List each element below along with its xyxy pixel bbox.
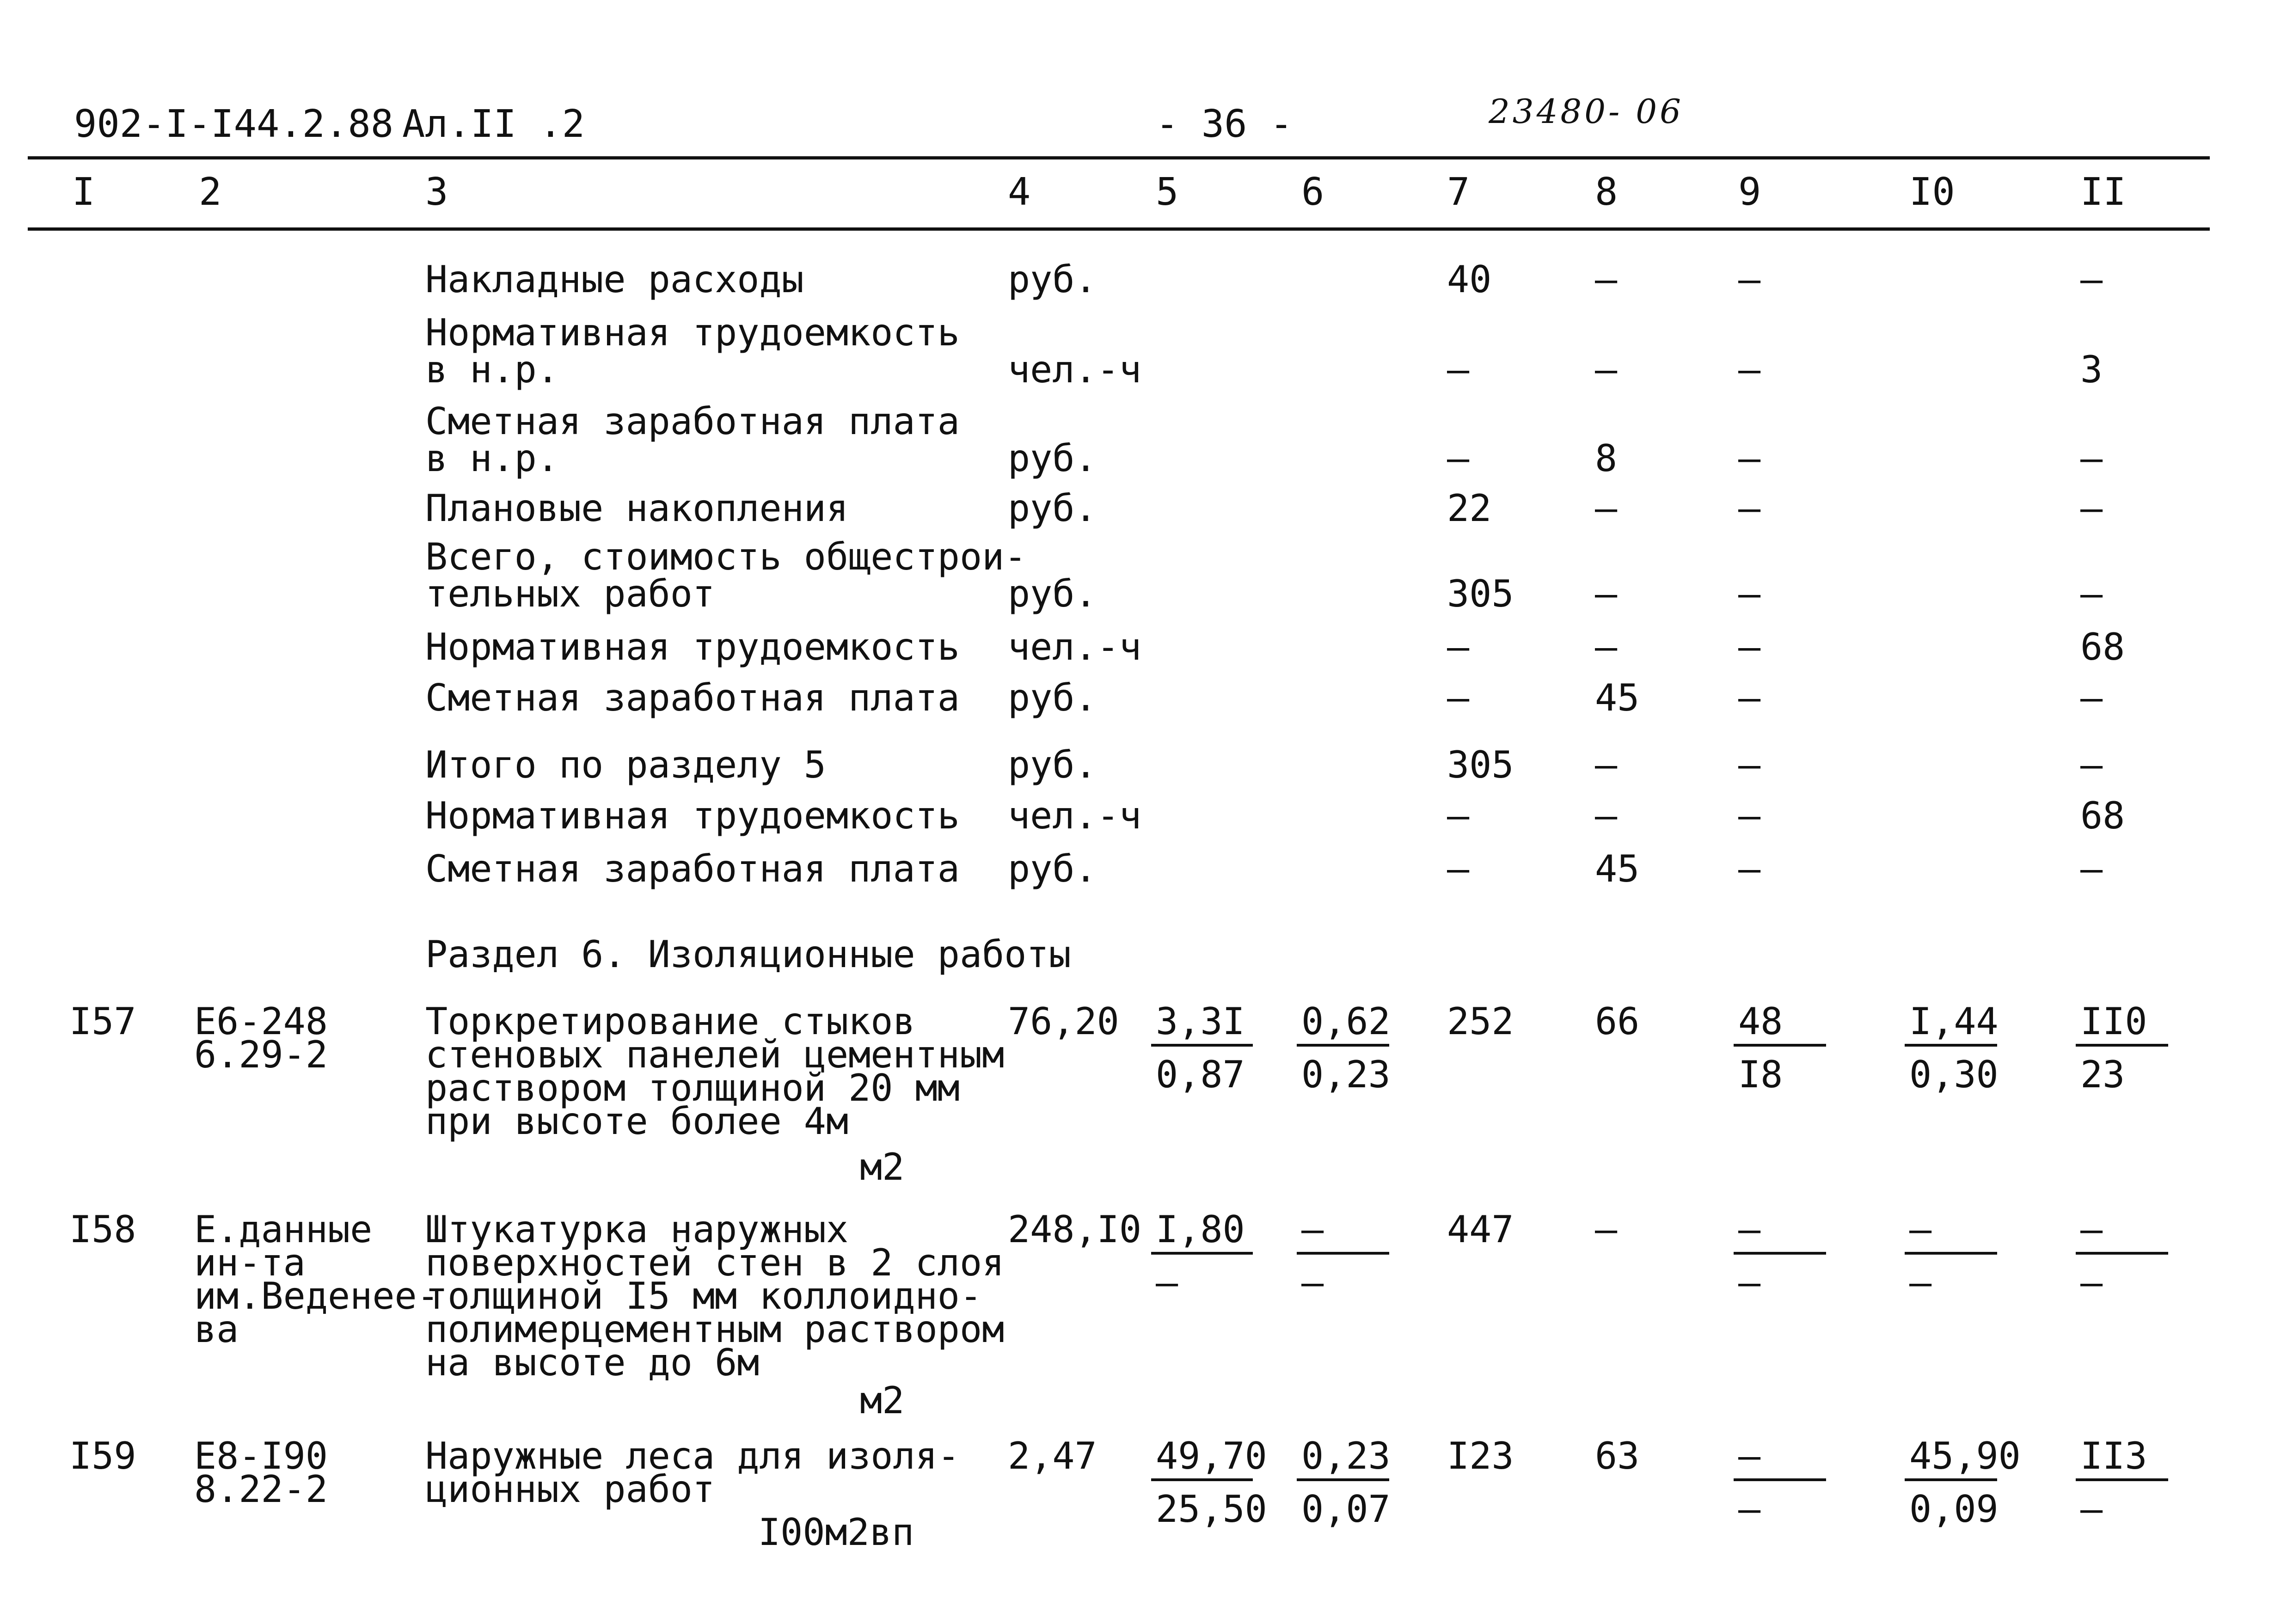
- item-c6-top: 0,23: [1301, 1434, 1391, 1477]
- item-c6-fraction-line: [1297, 1044, 1389, 1047]
- item-c10-top: 45,90: [1909, 1434, 2021, 1477]
- item-desc: Торкретирование стыков: [425, 1000, 915, 1043]
- item-c9-fraction-line: [1734, 1478, 1826, 1481]
- item-code: ва: [194, 1308, 239, 1351]
- summary-unit: руб.: [1008, 847, 1097, 890]
- summary-col7: –: [1447, 794, 1470, 837]
- column-header-9: 9: [1738, 170, 1761, 214]
- summary-col7: 40: [1447, 258, 1492, 301]
- summary-desc: Сметная заработная плата: [425, 400, 960, 443]
- summary-col9: –: [1738, 572, 1761, 615]
- summary-unit: руб.: [1008, 572, 1097, 615]
- album-label: Ал.II .2: [402, 102, 585, 146]
- summary-col9: –: [1738, 847, 1761, 890]
- item-unit: м2: [860, 1146, 905, 1189]
- summary-desc: Нормативная трудоемкость: [425, 311, 960, 354]
- summary-unit: руб.: [1008, 258, 1097, 301]
- item-desc: толщиной I5 мм коллоидно-: [425, 1275, 982, 1318]
- item-c5-fraction-line: [1151, 1252, 1253, 1255]
- column-header-11: II: [2080, 170, 2126, 214]
- summary-col11: –: [2080, 487, 2103, 530]
- item-unit: м2: [860, 1379, 905, 1422]
- item-desc: на высоте до 6м: [425, 1341, 760, 1384]
- column-header-7: 7: [1447, 170, 1470, 214]
- item-desc: при высоте более 4м: [425, 1100, 849, 1143]
- item-desc: поверхностей стен в 2 слоя: [425, 1241, 1005, 1284]
- summary-col7: –: [1447, 437, 1470, 480]
- item-desc: Штукатурка наружных: [425, 1208, 849, 1251]
- item-unit: I00м2вп: [758, 1511, 914, 1554]
- item-c9-top: –: [1738, 1208, 1761, 1251]
- item-c11-bottom: 23: [2080, 1053, 2125, 1096]
- item-c11-fraction-line: [2076, 1252, 2168, 1255]
- item-desc: ционных работ: [425, 1468, 715, 1511]
- summary-col7: –: [1447, 847, 1470, 890]
- item-c10-fraction-line: [1905, 1044, 1997, 1047]
- item-c5-top: 3,3I: [1156, 1000, 1245, 1043]
- summary-col11: –: [2080, 437, 2103, 480]
- item-col7: 252: [1447, 1000, 1514, 1043]
- item-c11-fraction-line: [2076, 1044, 2168, 1047]
- summary-col9: –: [1738, 743, 1761, 786]
- summary-col9: –: [1738, 487, 1761, 530]
- summary-col7: –: [1447, 348, 1470, 391]
- item-code: Е8-I90: [194, 1434, 328, 1477]
- summary-col7: 22: [1447, 487, 1492, 530]
- item-code: 8.22-2: [194, 1468, 328, 1511]
- column-header-4: 4: [1008, 170, 1031, 214]
- item-c10-bottom: 0,30: [1909, 1053, 1999, 1096]
- item-number: I58: [69, 1208, 136, 1251]
- item-c5-top: I,80: [1156, 1208, 1245, 1251]
- header-bottom-rule: [28, 227, 2210, 231]
- summary-desc: в н.р.: [425, 437, 559, 480]
- summary-col8: –: [1595, 572, 1618, 615]
- summary-desc: в н.р.: [425, 348, 559, 391]
- column-header-3: 3: [425, 170, 448, 214]
- item-c6-bottom: 0,07: [1301, 1488, 1391, 1531]
- item-c5-bottom: 0,87: [1156, 1053, 1245, 1096]
- column-header-10: I0: [1909, 170, 1955, 214]
- item-col8: 66: [1595, 1000, 1640, 1043]
- item-c10-bottom: 0,09: [1909, 1488, 1999, 1531]
- item-c10-top: –: [1909, 1208, 1932, 1251]
- summary-col9: –: [1738, 794, 1761, 837]
- summary-desc: Нормативная трудоемкость: [425, 794, 960, 837]
- item-c9-fraction-line: [1734, 1044, 1826, 1047]
- item-c5-top: 49,70: [1156, 1434, 1267, 1477]
- item-c6-fraction-line: [1297, 1478, 1389, 1481]
- item-c11-top: II0: [2080, 1000, 2147, 1043]
- item-number: I59: [69, 1434, 136, 1477]
- column-header-5: 5: [1156, 170, 1179, 214]
- summary-col9: –: [1738, 625, 1761, 668]
- summary-desc: тельных работ: [425, 572, 715, 615]
- item-c11-top: II3: [2080, 1434, 2147, 1477]
- item-c11-bottom: –: [2080, 1488, 2103, 1531]
- item-code: Е6-248: [194, 1000, 328, 1043]
- summary-desc: Всего, стоимость общестрои-: [425, 535, 1027, 578]
- item-c6-top: –: [1301, 1208, 1324, 1251]
- summary-unit: руб.: [1008, 743, 1097, 786]
- summary-col8: –: [1595, 487, 1618, 530]
- column-header-2: 2: [199, 170, 222, 214]
- item-c5-fraction-line: [1151, 1044, 1253, 1047]
- summary-col7: 305: [1447, 743, 1514, 786]
- item-c10-top: I,44: [1909, 1000, 1999, 1043]
- item-c9-top: –: [1738, 1434, 1761, 1477]
- item-c9-bottom: I8: [1738, 1053, 1783, 1096]
- summary-col8: 45: [1595, 847, 1640, 890]
- summary-desc: Сметная заработная плата: [425, 847, 960, 890]
- item-c9-bottom: –: [1738, 1488, 1761, 1531]
- summary-desc: Сметная заработная плата: [425, 676, 960, 719]
- item-c6-fraction-line: [1297, 1252, 1389, 1255]
- item-c11-fraction-line: [2076, 1478, 2168, 1481]
- column-header-1: I: [72, 170, 95, 214]
- item-code: им.Веденее-: [194, 1275, 439, 1318]
- item-c5-fraction-line: [1151, 1478, 1253, 1481]
- item-c6-top: 0,62: [1301, 1000, 1391, 1043]
- header-top-rule: [28, 156, 2210, 159]
- summary-col8: 8: [1595, 437, 1618, 480]
- summary-col11: –: [2080, 572, 2103, 615]
- item-desc: стеновых панелей цементным: [425, 1033, 1005, 1076]
- item-number: I57: [69, 1000, 136, 1043]
- doc-code: 902-I-I44.2.88: [74, 102, 394, 146]
- summary-col11: 68: [2080, 794, 2125, 837]
- summary-col8: –: [1595, 258, 1618, 301]
- item-c5-bottom: 25,50: [1156, 1488, 1267, 1531]
- summary-col8: –: [1595, 348, 1618, 391]
- summary-col11: –: [2080, 743, 2103, 786]
- summary-desc: Плановые накопления: [425, 487, 849, 530]
- summary-col8: –: [1595, 794, 1618, 837]
- summary-col9: –: [1738, 676, 1761, 719]
- summary-col7: 305: [1447, 572, 1514, 615]
- summary-col9: –: [1738, 437, 1761, 480]
- item-c10-fraction-line: [1905, 1478, 1997, 1481]
- item-desc: полимерцементным раствором: [425, 1308, 1005, 1351]
- summary-desc: Нормативная трудоемкость: [425, 625, 960, 668]
- page-number: - 36 -: [1156, 102, 1293, 146]
- item-c10-bottom: –: [1909, 1261, 1932, 1304]
- item-col7: 447: [1447, 1208, 1514, 1251]
- item-c9-top: 48: [1738, 1000, 1783, 1043]
- item-col7: I23: [1447, 1434, 1514, 1477]
- summary-unit: чел.-ч: [1008, 625, 1141, 668]
- summary-col7: –: [1447, 625, 1470, 668]
- summary-col11: –: [2080, 676, 2103, 719]
- item-c10-fraction-line: [1905, 1252, 1997, 1255]
- column-header-6: 6: [1301, 170, 1324, 214]
- summary-col7: –: [1447, 676, 1470, 719]
- item-c9-fraction-line: [1734, 1252, 1826, 1255]
- item-col8: –: [1595, 1208, 1618, 1251]
- item-qty: 248,I0: [1008, 1208, 1141, 1251]
- summary-desc: Накладные расходы: [425, 258, 804, 301]
- item-code: Е.данные: [194, 1208, 373, 1251]
- column-header-8: 8: [1595, 170, 1618, 214]
- item-c6-bottom: –: [1301, 1261, 1324, 1304]
- summary-col9: –: [1738, 348, 1761, 391]
- summary-unit: руб.: [1008, 676, 1097, 719]
- item-desc: Наружные леса для изоля-: [425, 1434, 960, 1477]
- item-code: 6.29-2: [194, 1033, 328, 1076]
- item-qty: 2,47: [1008, 1434, 1097, 1477]
- summary-col11: 68: [2080, 625, 2125, 668]
- summary-col11: 3: [2080, 348, 2103, 391]
- item-desc: раствором толщиной 20 мм: [425, 1066, 960, 1109]
- item-c5-bottom: –: [1156, 1261, 1178, 1304]
- section-title: Раздел 6. Изоляционные работы: [425, 933, 1071, 976]
- summary-unit: чел.-ч: [1008, 348, 1141, 391]
- item-c11-bottom: –: [2080, 1261, 2103, 1304]
- summary-col8: 45: [1595, 676, 1640, 719]
- summary-col11: –: [2080, 258, 2103, 301]
- summary-unit: чел.-ч: [1008, 794, 1141, 837]
- item-code: ин-та: [194, 1241, 306, 1284]
- summary-col11: –: [2080, 847, 2103, 890]
- item-col8: 63: [1595, 1434, 1640, 1477]
- summary-unit: руб.: [1008, 487, 1097, 530]
- summary-col8: –: [1595, 625, 1618, 668]
- item-c9-bottom: –: [1738, 1261, 1761, 1304]
- item-qty: 76,20: [1008, 1000, 1119, 1043]
- handwritten-number: 23480- 06: [1489, 92, 1684, 131]
- item-c11-top: –: [2080, 1208, 2103, 1251]
- item-c6-bottom: 0,23: [1301, 1053, 1391, 1096]
- summary-col8: –: [1595, 743, 1618, 786]
- summary-unit: руб.: [1008, 437, 1097, 480]
- summary-desc: Итого по разделу 5: [425, 743, 826, 786]
- summary-col9: –: [1738, 258, 1761, 301]
